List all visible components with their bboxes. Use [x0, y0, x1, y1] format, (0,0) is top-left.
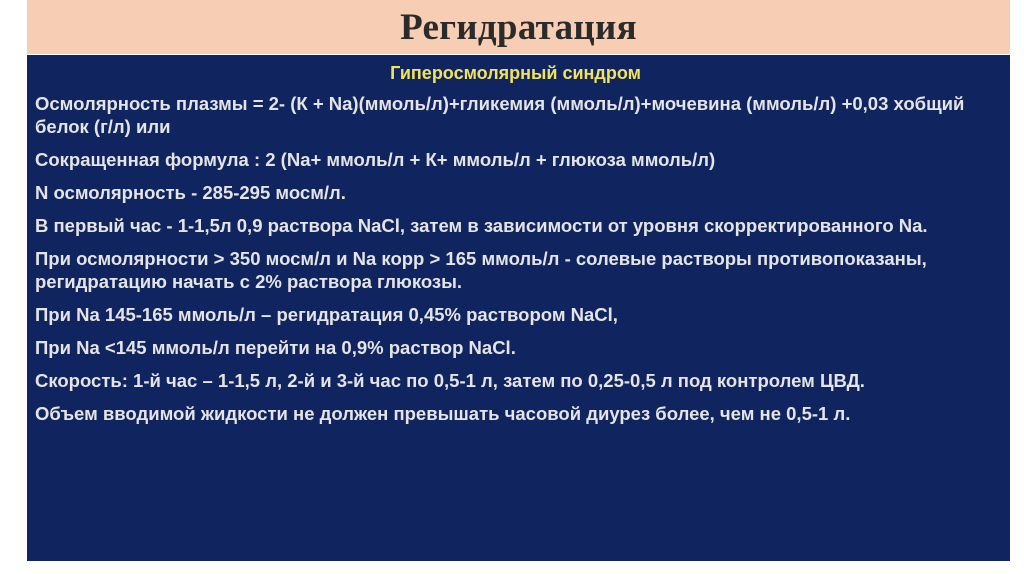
content-panel	[27, 55, 1010, 561]
paragraph-na-145-165: При Na 145-165 ммоль/л – регидратация 0,45% раствором NaCl,	[35, 304, 618, 325]
paragraph-first-hour: В первый час - 1-1,5л 0,9 раствора NaCl, затем в зависимости от уровня скорректированного Na.	[35, 215, 928, 236]
paragraph-short-formula: Сокращенная формула : 2 (Na+ ммоль/л + К+ ммоль/л + глюкоза ммоль/л)	[35, 149, 716, 170]
paragraph-high-osmolarity: При осмолярности > 350 мосм/л и Na корр > 165 ммоль/л - солевые растворы противопоказаны, регидратацию начать с 2% раствора глюкозы.	[35, 248, 927, 292]
slide-subtitle: Гиперосмолярный синдром	[390, 63, 641, 83]
paragraph-rate: Скорость: 1-й час – 1-1,5 л, 2-й и 3-й час по 0,5-1 л, затем по 0,25-0,5 л под контролем ЦВД.	[35, 370, 865, 391]
paragraph-na-below-145: При Na <145 ммоль/л перейти на 0,9% раствор NaCl.	[35, 337, 516, 358]
slide-title: Регидратация	[400, 6, 637, 48]
paragraph-osmolarity-formula: Осмолярность плазмы = 2- (К + Na)(ммоль/л)+гликемия (ммоль/л)+мочевина (ммоль/л) +0,03 хобщий белок (г/л) или	[35, 93, 965, 137]
paragraph-normal-osmolarity: N осмолярность - 285-295 мосм/л.	[35, 182, 346, 203]
paragraph-volume: Объем вводимой жидкости не должен превышать часовой диурез более, чем не 0,5-1 л.	[35, 403, 851, 424]
title-band	[27, 0, 1010, 54]
